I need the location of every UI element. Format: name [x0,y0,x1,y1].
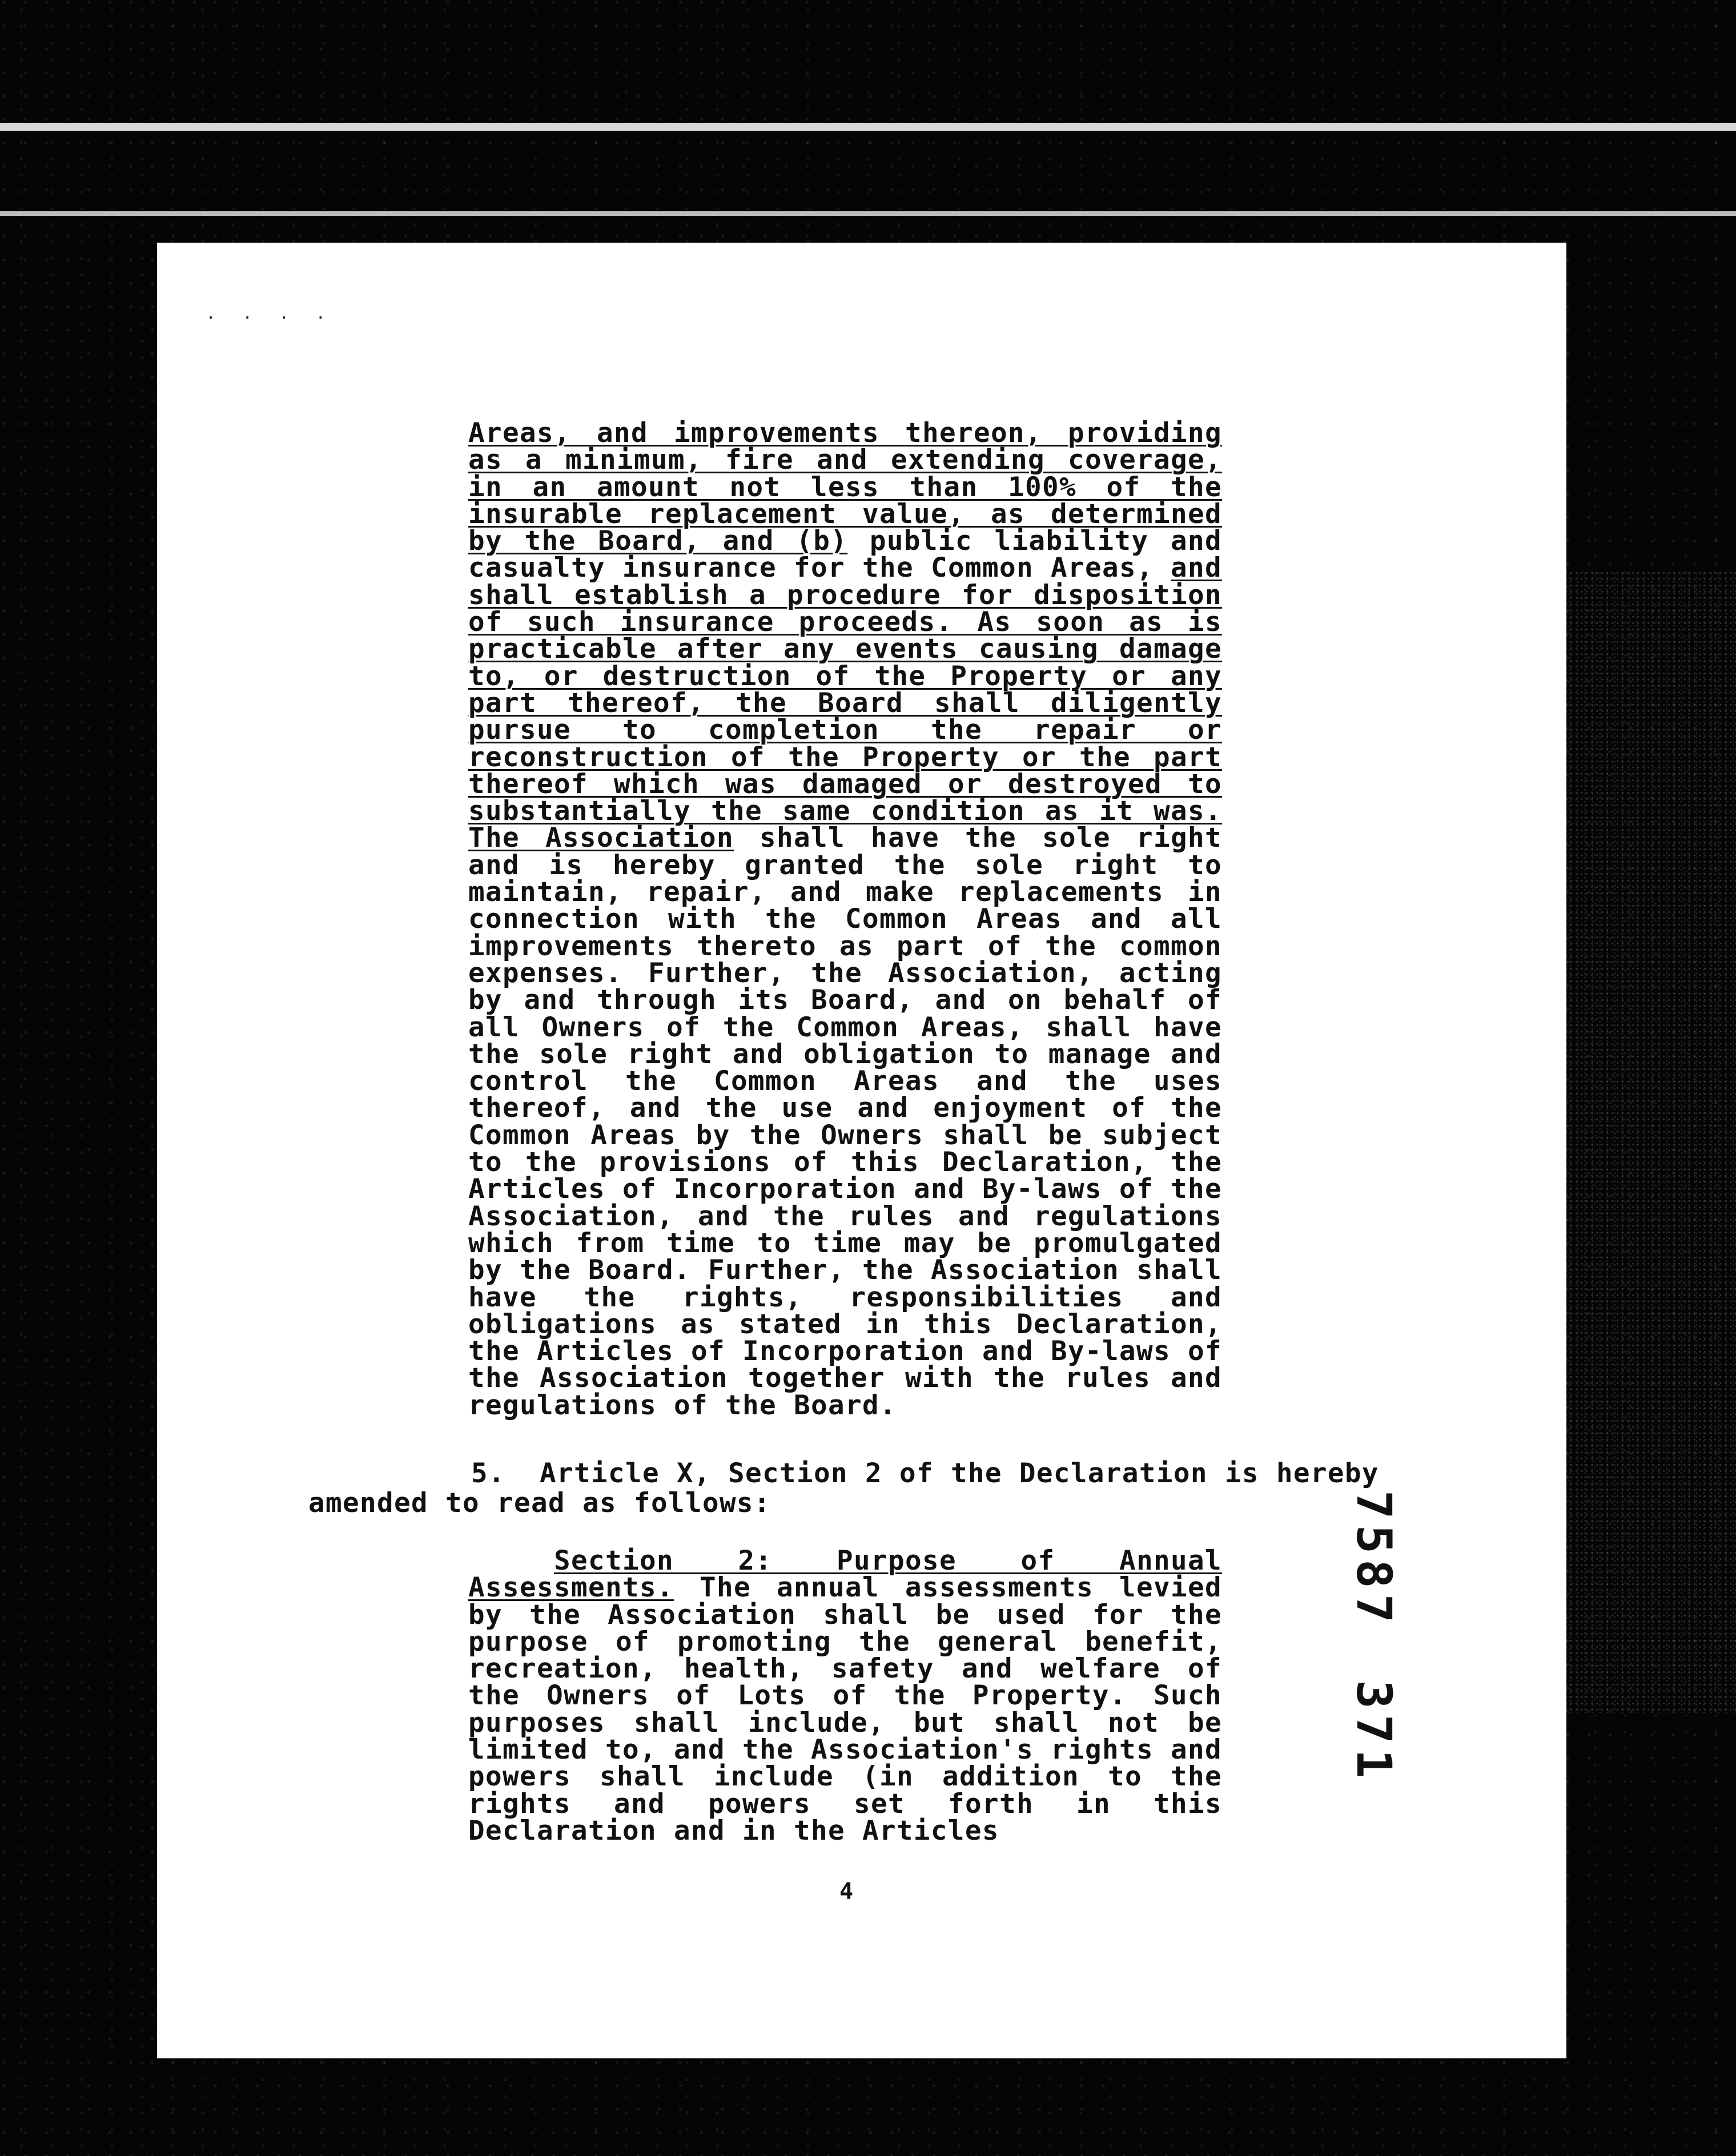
section-heading: Section 2: Purpose of Annual Assessments. [468,1545,1222,1604]
continued-paragraph [468,417,1222,1421]
plain-text-1: public liability and casualty insurance for the Common Areas, [468,525,1222,584]
stray-marks: · · · · [206,308,334,328]
item-intro-line-1: Article X, Section 2 of the Declaration is hereby [540,1458,1379,1489]
item-intro-line-2: amended to read as follows: [308,1487,771,1519]
underlined-text-1: Areas, and improvements thereon, providing as a minimum, fire and extending coverage, in an amount not less than 100% of the insurable replacement value, as determined by the Board, and (b) [468,417,1222,557]
page-number: 4 [839,1879,854,1905]
underlined-text-2: and shall establish a procedure for disposition of such insurance proceeds. As soon as is practicable after any events causing damage to, or destruction of the Property or any part thereof, the Board shall diligently pursue to completion the repair or reconstruction of the Property or the part thereof which was damaged or destroyed to substantially the same condition as it was. The Association [468,552,1222,854]
recording-book: 7587 [1346,1490,1402,1629]
recording-page: 371 [1346,1680,1402,1784]
scan-edge-line [0,123,1736,131]
plain-text-2: shall have the sole right and is hereby granted the sole right to maintain, repair, and make replacements in connection with the Common Areas and all improvements thereto as part of the common expenses. Further, the Association, acting by and through its Board, and on behalf of all Owners of the Common Areas, shall have the sole right and obligation to manage and control the Common Areas and the uses thereof, and the use and enjoyment of the Common Areas by the Owners shall be subject to the provisions of this Declaration, the Articles of Incorporation and By-laws of the Association, and the rules and regulations which from time to time may be promulgated by the Board. Further, the Association shall have the rights, responsibilities and obligations as stated in this Declaration, the Articles of Incorporation and By-laws of the Association together with the rules and regulations of the Board. [468,822,1222,1421]
scan-edge-line-lower [0,211,1736,216]
item-number: 5. [471,1458,505,1489]
section-body: The annual assessments levied by the Association shall be used for the purpose of promoting the general benefit, recreation, health, safety and welfare of the Owners of Lots of the Property. Such purposes shall include, but shall not be limited to, and the Association's rights and powers shall include (in addition to the rights and powers set forth in this Declaration and in the Articles [468,1572,1222,1847]
section-2-paragraph [468,1545,1222,1847]
amendment-item-intro [308,1459,1393,1518]
recording-stamp [1346,1490,1402,1784]
